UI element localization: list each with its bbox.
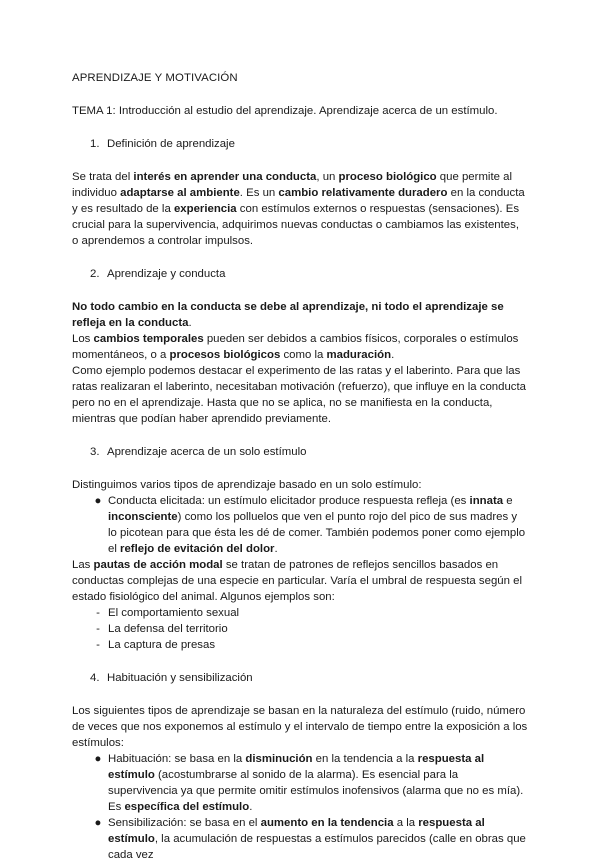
habituation-text: Habituación: se basa en la disminución en la tendencia a la respuesta al estímulo (acostumbrarse al sonido de la alarma). Es esencial para la supervivencia ya que permite omitir estímulos inofensivos (alarma que no es mía). Es específica del estímulo.	[108, 753, 524, 813]
dash-marker: -	[96, 639, 100, 651]
list-item	[72, 493, 528, 557]
list-item	[72, 751, 528, 815]
modal-action-paragraph: Las pautas de acción modal se tratan de patrones de reflejos sencillos basados en conductas complejas de una especie en particular. Varía el umbral de respuesta según el estado fisiológico del animal. Algunos ejemplos son:	[72, 559, 522, 603]
rats-experiment-paragraph: Como ejemplo podemos destacar el experimento de las ratas y el laberinto. Para que las ratas realizaran el laberinto, necesitaban motivación (refuerzo), que influye en la conducta pero no en el aprendizaje. Hasta que no se aplica, no se manifiesta en la conducta, mientras que podían haber aprendido previamente.	[72, 365, 526, 425]
bullet-icon: ●	[94, 753, 102, 765]
section-3-title: Aprendizaje acerca de un solo estímulo	[107, 446, 307, 458]
section-4-number: 4.	[90, 672, 100, 684]
section-2-title: Aprendizaje y conducta	[107, 268, 226, 280]
list-item: - El comportamiento sexual	[72, 605, 528, 621]
section-1-title: Definición de aprendizaje	[107, 138, 235, 150]
bullet-icon: ●	[94, 495, 102, 507]
section-3-heading	[72, 444, 528, 460]
dash-list	[72, 605, 528, 653]
bullet-list	[72, 493, 528, 557]
section-2-heading	[72, 266, 528, 282]
single-stimulus-intro: Distinguimos varios tipos de aprendizaje basado en un solo estímulo:	[72, 479, 422, 491]
section-1-heading	[72, 136, 528, 152]
temporal-changes-paragraph: Los cambios temporales pueden ser debidos a cambios físicos, corporales o estímulos momentáneos, o a procesos biológicos como la maduración.	[72, 333, 519, 361]
elicited-behavior-text: Conducta elicitada: un estímulo elicitador produce respuesta refleja (es innata e inconsciente) como los polluelos que ven el punto rojo del pico de sus madres y lo picotean para que ésta les dé de comer. También podemos poner como ejemplo el reflejo de evitación del dolor.	[108, 495, 526, 555]
key-statement: No todo cambio en la conducta se debe al aprendizaje, ni todo el aprendizaje se refleja en la conducta.	[72, 301, 504, 329]
section-3-number: 3.	[90, 446, 100, 458]
sensitization-text: Sensibilización: se basa en el aumento en la tendencia a la respuesta al estímulo, la acumulación de respuestas a estímulos parecidos (calle en obras que cada vez	[108, 817, 526, 861]
definition-paragraph: Se trata del interés en aprender una conducta, un proceso biológico que permite al individuo adaptarse al ambiente. Es un cambio relativamente duradero en la conducta y es resultado de la experiencia con estímulos externos o respuestas (sensaciones). Es crucial para la supervivencia, adquirimos nuevas conductas o cambiamos las existentes, o aprendemos a controlar impulsos.	[72, 171, 525, 247]
document-title: APRENDIZAJE Y MOTIVACIÓN	[72, 72, 238, 84]
bullet-list	[72, 751, 528, 863]
list-item: - La defensa del territorio	[72, 621, 528, 637]
habituation-intro: Los siguientes tipos de aprendizaje se basan en la naturaleza del estímulo (ruido, número de veces que nos exponemos al estímulo y el intervalo de tiempo entre la exposición a los estímulos:	[72, 705, 528, 749]
list-item	[72, 815, 528, 863]
list-item: - La captura de presas	[72, 637, 528, 653]
section-2-number: 2.	[90, 268, 100, 280]
section-4-title: Habituación y sensibilización	[107, 672, 253, 684]
tema-heading: TEMA 1: Introducción al estudio del aprendizaje. Aprendizaje acerca de un estímulo.	[72, 105, 498, 117]
dash-marker: -	[96, 623, 100, 635]
dash-marker: -	[96, 607, 100, 619]
bullet-icon: ●	[94, 817, 102, 829]
section-1-number: 1.	[90, 138, 100, 150]
section-4-heading	[72, 670, 528, 686]
